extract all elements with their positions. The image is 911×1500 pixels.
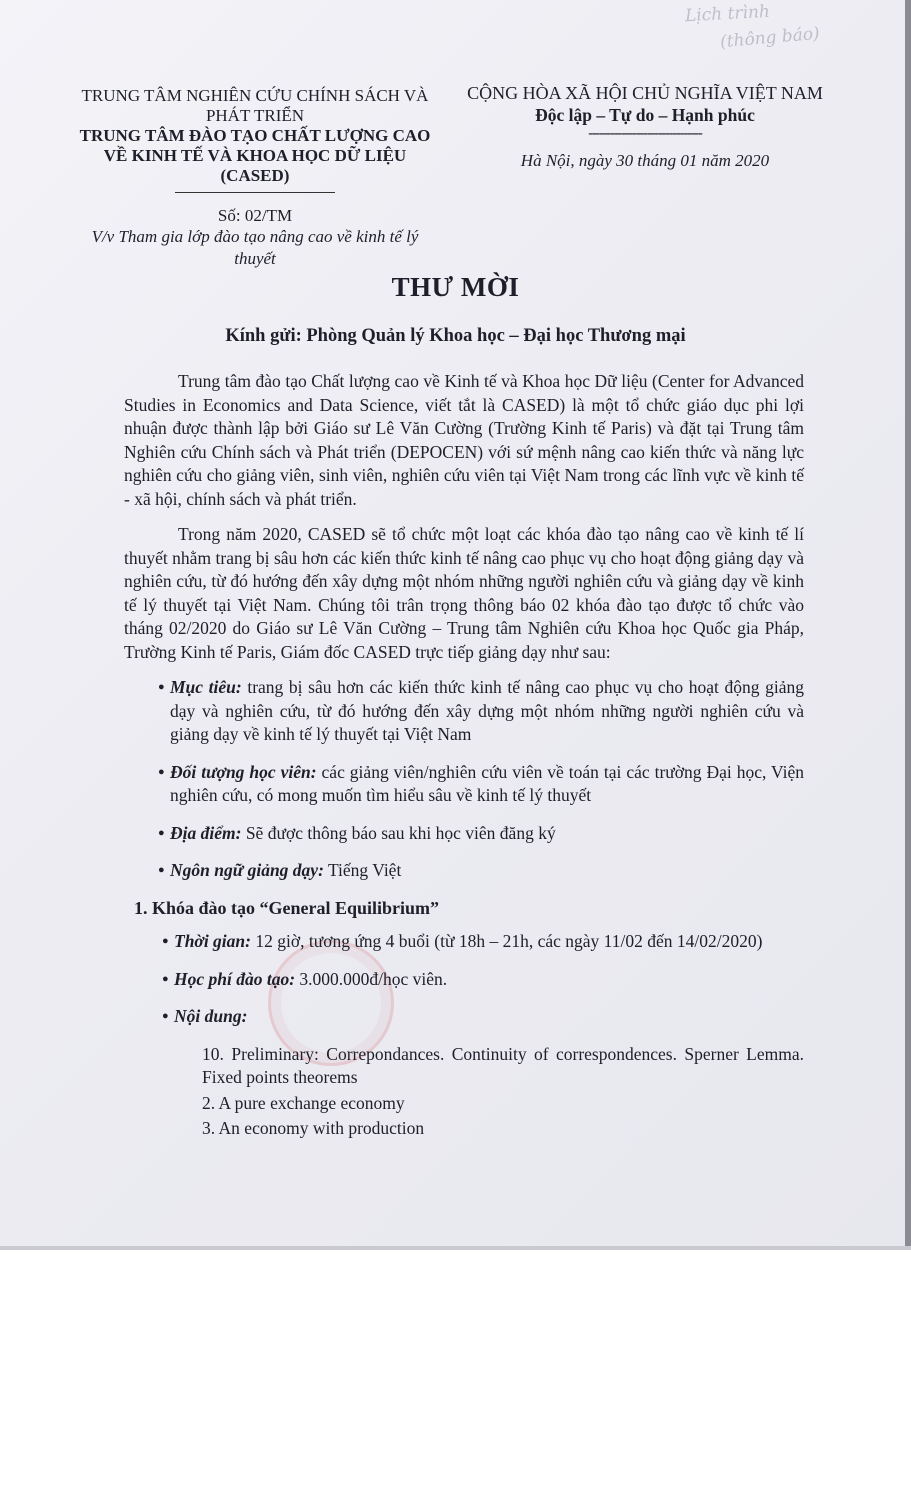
left-header — [70, 86, 440, 270]
right-header — [445, 82, 845, 172]
list-item: ● Đối tượng học viên: các giảng viên/nghiên cứu viên về toán tại các trường Đại học, Viện nghiên cứu, có mong muốn tìm hiểu sâu về kinh tế lý thuyết — [124, 761, 804, 808]
list-item: ● Thời gian: 12 giờ, tương ứng 4 buổi (từ 18h – 21h, các ngày 11/02 đến 14/02/2020) — [124, 930, 804, 954]
letter-body — [124, 370, 804, 1143]
page-edge — [0, 1246, 911, 1250]
paragraph-courses: Trong năm 2020, CASED sẽ tổ chức một loạt các khóa đào tạo nâng cao về kinh tế lí thuyết nhằm trang bị sâu hơn các kiến thức kinh tế nâng cao phục vụ cho hoạt động giảng dạy và nghiên cứu, từ đó hướng đến xây dựng một nhóm những người nghiên cứu và giảng dạy về kinh tế lý thuyết tại Việt Nam. Chúng tôi trân trọng thông báo 02 khóa đào tạo được tổ chức vào tháng 02/2020 do Giáo sư Lê Văn Cường – Trung tâm Nghiên cứu Khoa học Quốc gia Pháp, Trường Kinh tế Paris, Giám đốc CASED trực tiếp giảng dạy như sau: — [124, 524, 804, 662]
scan-edge — [905, 0, 911, 1250]
country-name: CỘNG HÒA XÃ HỘI CHỦ NGHĨA VIỆT NAM — [467, 83, 823, 103]
doc-date: Hà Nội, ngày 30 tháng 01 năm 2020 — [520, 151, 770, 170]
list-item: ● Ngôn ngữ giảng dạy: Tiếng Việt — [124, 859, 804, 883]
list-item: ● Nội dung: — [124, 1005, 804, 1029]
page-title: THƯ MỜI — [391, 272, 520, 302]
org-line2: TRUNG TÂM ĐÀO TẠO CHẤT LƯỢNG CAO VỀ KINH TẾ VÀ KHOA HỌC DỮ LIỆU (CASED) — [79, 126, 431, 185]
org-line1: TRUNG TÂM NGHIÊN CỨU CHÍNH SÁCH VÀ PHÁT TRIỂN — [81, 86, 429, 125]
motto: Độc lập – Tự do – Hạnh phúc — [535, 105, 755, 125]
motto-divider: ------------------------------- — [588, 126, 702, 141]
list-item: ● Địa điểm: Sẽ được thông báo sau khi học viên đăng ký — [124, 822, 804, 846]
content-item: 3. An economy with production — [202, 1118, 425, 1138]
content-item: 2. A pure exchange economy — [202, 1092, 405, 1113]
course-heading: 1. Khóa đào tạo “General Equilibrium” — [134, 897, 440, 918]
handwritten-note-line2: (thông báo) — [719, 23, 821, 53]
course-details — [124, 930, 804, 1029]
info-list — [124, 676, 804, 883]
list-item: ● Học phí đào tạo: 3.000.000đ/học viên. — [124, 968, 804, 992]
content-item: 10. Preliminary: Correpondances. Continuity of correspondences. Sperner Lemma. Fixed points theorems — [202, 1043, 805, 1087]
header-divider — [175, 192, 335, 193]
list-item: ● Mục tiêu: trang bị sâu hơn các kiến thức kinh tế nâng cao phục vụ cho hoạt động giảng dạy và nghiên cứu, từ đó hướng đến xây dựng một nhóm những người nghiên cứu và giảng dạy về kinh tế lý thuyết tại Việt Nam — [124, 676, 804, 747]
greeting: Kính gửi: Phòng Quản lý Khoa học – Đại học Thương mại — [225, 326, 686, 346]
handwritten-note — [680, 1, 890, 64]
handwritten-note-line1: Lịch trình — [684, 1, 771, 27]
doc-number: Số: 02/TM — [217, 206, 293, 225]
paragraph-intro: Trung tâm đào tạo Chất lượng cao về Kinh tế và Khoa học Dữ liệu (Center for Advanced Studies in Economics and Data Science, viết tắt là CASED) là một tổ chức giáo dục phi lợi nhuận được thành lập bởi Giáo sư Lê Văn Cường (Trường Kinh tế Paris) và đặt tại Trung tâm Nghiên cứu Chính sách và Phát triển (DEPOCEN) với sứ mệnh nâng cao kiến thức và năng lực nghiên cứu cho giảng viên, sinh viên, nghiên cứu viên tại Việt Nam trong các lĩnh vực về kinh tế - xã hội, chính sách và phát triển. — [124, 371, 804, 509]
doc-subject: V/v Tham gia lớp đào tạo nâng cao về kinh tế lý thuyết — [91, 227, 419, 268]
course-contents — [202, 1043, 804, 1141]
